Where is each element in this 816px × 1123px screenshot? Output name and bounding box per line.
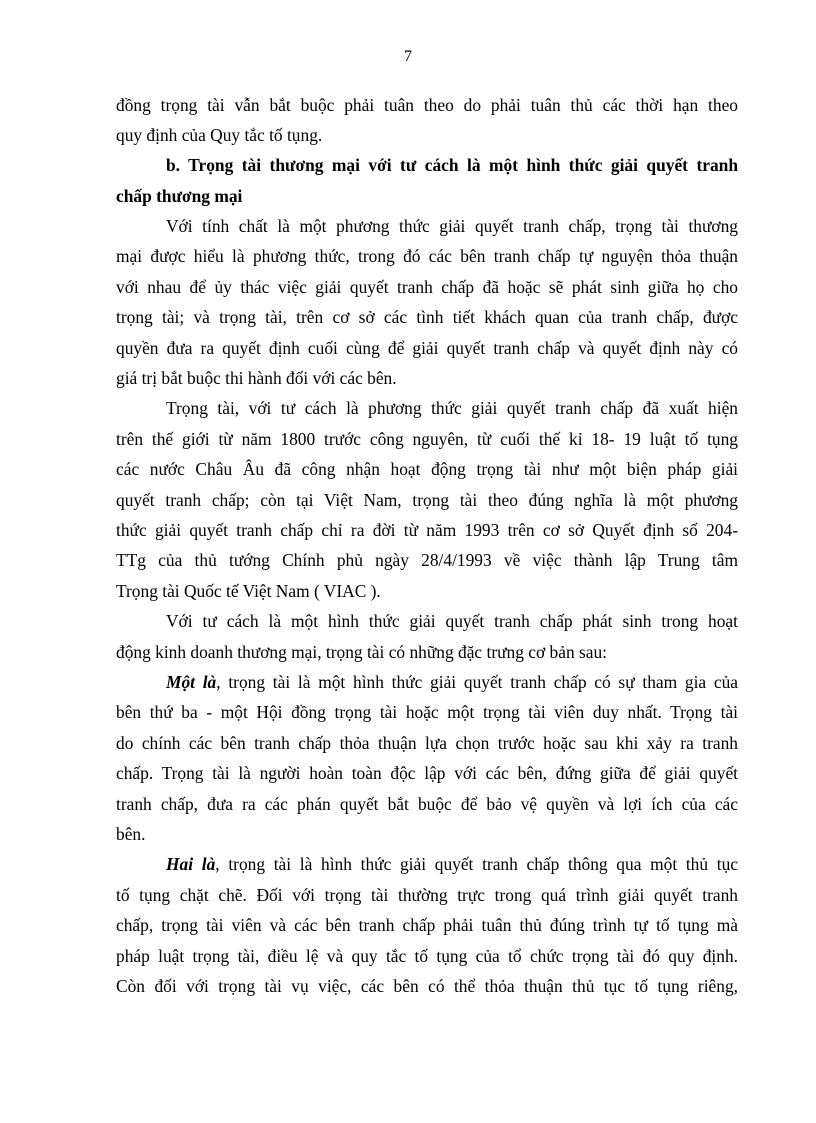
text-line: quy định của Quy tắc tố tụng.	[116, 125, 323, 145]
text-line: chấp. Trọng tài là người hoàn toàn độc lập với các bên, đứng giữa để giải quyết	[116, 763, 738, 783]
text-line: các nước Châu Âu đã công nhận hoạt động trọng tài như một biện pháp giải	[116, 459, 738, 479]
text-line	[166, 856, 738, 873]
text-line: TTg của thủ tướng Chính phủ ngày 28/4/1993 về việc thành lập Trung tâm	[116, 550, 738, 570]
text-line: bên thứ ba - một Hội đồng trọng tài hoặc một trọng tài viên duy nhất. Trọng tài	[116, 702, 738, 722]
text-line: tranh chấp, đưa ra các phán quyết bắt buộc để bảo vệ quyền và lợi ích của các	[116, 794, 738, 814]
text-line: do chính các bên tranh chấp thỏa thuận lựa chọn trước hoặc sau khi xảy ra tranh	[116, 733, 738, 753]
text-line: quyền đưa ra quyết định cuối cùng để giải quyết tranh chấp và quyết định này có	[116, 338, 738, 358]
text-line: trọng tài; và trọng tài, trên cơ sở các tình tiết khách quan của tranh chấp, được	[116, 307, 738, 327]
text-line: pháp luật trọng tài, điều lệ và quy tắc tố tụng của tổ chức trọng tài đó quy định.	[116, 946, 738, 966]
text-line: động kinh doanh thương mại, trọng tài có những đặc trưng cơ bản sau:	[116, 642, 608, 662]
section-heading: b. Trọng tài thương mại với tư cách là một hình thức giải quyết tranh	[166, 155, 738, 175]
text-line: Còn đối với trọng tài vụ việc, các bên có thể thỏa thuận thủ tục tố tụng riêng,	[116, 976, 738, 996]
text-line: chấp, trọng tài viên và các bên tranh chấp phải tuân thủ đúng trình tự tố tụng mà	[116, 915, 738, 935]
text-line: Với tư cách là một hình thức giải quyết tranh chấp phát sinh trong hoạt	[166, 611, 738, 631]
text-line: mại được hiểu là phương thức, trong đó các bên tranh chấp tự nguyện thỏa thuận	[116, 246, 738, 266]
text-run: , trọng tài là một hình thức giải quyết tranh chấp có sự tham gia của	[216, 672, 738, 692]
text-line: tố tụng chặt chẽ. Đối với trọng tài thường trực trong quá trình giải quyết tranh	[116, 885, 738, 905]
text-line: trên thế giới từ năm 1800 trước công nguyên, từ cuối thế kỉ 18- 19 luật tố tụng	[116, 429, 738, 449]
text-line: với nhau để ủy thác việc giải quyết tranh chấp đã hoặc sẽ phát sinh giữa họ cho	[116, 277, 738, 297]
text-line: giá trị bắt buộc thi hành đối với các bên.	[116, 368, 397, 388]
section-heading: chấp thương mại	[116, 186, 243, 206]
text-line: Với tính chất là một phương thức giải quyết tranh chấp, trọng tài thương	[166, 216, 738, 236]
emphasis-label: Một là	[166, 672, 217, 692]
text-line	[166, 674, 738, 691]
page-number: 7	[404, 48, 412, 65]
text-line: thức giải quyết tranh chấp chỉ ra đời từ năm 1993 trên cơ sở Quyết định số 204-	[116, 520, 738, 540]
text-line: Trọng tài, với tư cách là phương thức giải quyết tranh chấp đã xuất hiện	[166, 398, 738, 418]
text-line: quyết tranh chấp; còn tại Việt Nam, trọng tài theo đúng nghĩa là một phương	[116, 490, 738, 510]
emphasis-label: Hai là	[166, 854, 216, 874]
text-run: , trọng tài là hình thức giải quyết tranh chấp thông qua một thủ tục	[215, 854, 738, 874]
text-line: đồng trọng tài vẫn bắt buộc phải tuân theo do phải tuân thủ các thời hạn theo	[116, 95, 738, 115]
text-line: bên.	[116, 824, 146, 844]
text-line: Trọng tài Quốc tế Việt Nam ( VIAC ).	[116, 581, 381, 601]
